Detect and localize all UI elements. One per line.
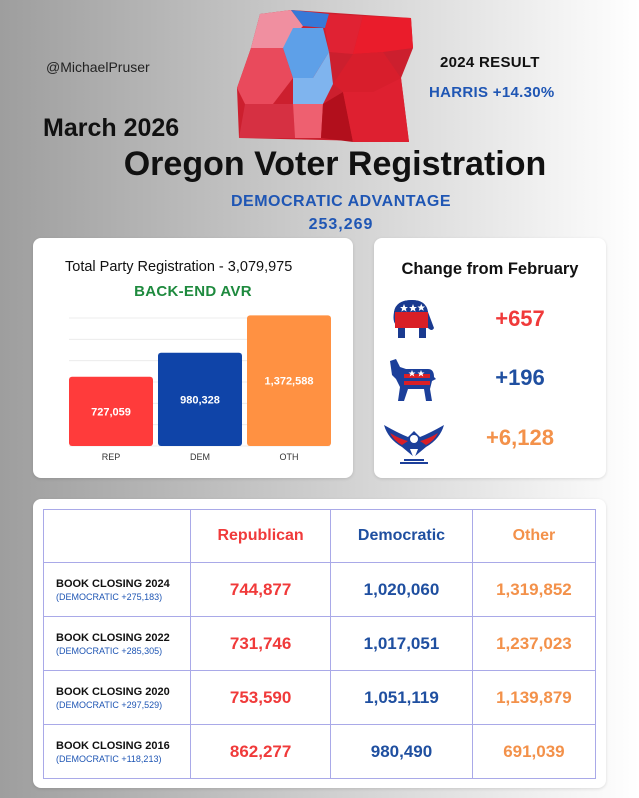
democratic-change-value: +196 — [495, 365, 545, 390]
other-cell: 1,319,852 — [472, 563, 595, 617]
bar-value-label: 980,328 — [180, 394, 220, 407]
table-header-row — [44, 510, 596, 563]
row-label-cell — [44, 563, 191, 617]
page-title: Oregon Voter Registration — [123, 145, 547, 183]
oregon-county-map — [233, 8, 413, 142]
category-label: DEM — [190, 452, 210, 462]
result-label: 2024 RESULT — [440, 54, 540, 71]
table-header-blank — [44, 510, 191, 563]
other-change-value: +6,128 — [486, 425, 554, 450]
change-title: Change from February — [401, 260, 579, 278]
democratic-donkey-icon — [388, 357, 438, 403]
change-row-republican — [374, 296, 606, 346]
advantage-value: 253,269 — [308, 216, 374, 233]
row-label-cell — [44, 617, 191, 671]
header-democratic: Democratic — [331, 510, 473, 563]
chart-subtitle: BACK-END AVR — [134, 283, 252, 300]
republican-elephant-icon — [388, 298, 436, 342]
republican-cell: 731,746 — [191, 617, 331, 671]
other-cell: 1,237,023 — [472, 617, 595, 671]
table-row — [44, 725, 596, 779]
map-county — [239, 104, 295, 138]
row-label: BOOK CLOSING 2020 — [56, 685, 170, 698]
map-county — [353, 16, 413, 54]
row-label: BOOK CLOSING 2024 — [56, 577, 170, 590]
row-label-cell — [44, 725, 191, 779]
bar-value-label: 727,059 — [91, 406, 131, 419]
change-row-democratic — [374, 355, 606, 405]
democratic-cell: 1,051,119 — [331, 671, 473, 725]
bar-value-label: 1,372,588 — [264, 375, 314, 388]
republican-cell: 862,277 — [191, 725, 331, 779]
book-closing-table — [43, 509, 596, 779]
table-row — [44, 617, 596, 671]
category-label: OTH — [279, 452, 299, 462]
eagle-emblem-icon — [382, 417, 446, 465]
democratic-cell: 980,490 — [331, 725, 473, 779]
result-value: HARRIS +14.30% — [429, 84, 555, 101]
republican-cell: 744,877 — [191, 563, 331, 617]
republican-cell: 753,590 — [191, 671, 331, 725]
chart-title: Total Party Registration - 3,079,975 — [65, 259, 293, 275]
row-label: BOOK CLOSING 2016 — [56, 739, 170, 752]
change-card — [374, 238, 606, 478]
header-republican: Republican — [191, 510, 331, 563]
other-cell: 1,139,879 — [472, 671, 595, 725]
row-label-cell — [44, 671, 191, 725]
row-democratic-margin: (DEMOCRATIC +118,213) — [56, 753, 162, 764]
democratic-cell: 1,017,051 — [331, 617, 473, 671]
row-democratic-margin: (DEMOCRATIC +285,305) — [56, 645, 163, 656]
header-other: Other — [472, 510, 595, 563]
category-label: REP — [101, 452, 121, 462]
republican-change-value: +657 — [495, 306, 545, 331]
table-row — [44, 671, 596, 725]
report-date: March 2026 — [43, 114, 180, 142]
author-handle: @MichaelPruser — [46, 59, 150, 75]
row-democratic-margin: (DEMOCRATIC +297,529) — [56, 699, 163, 710]
democratic-cell: 1,020,060 — [331, 563, 473, 617]
registration-chart-card — [33, 238, 353, 478]
change-row-other — [374, 415, 606, 465]
book-closing-table-card — [33, 499, 606, 788]
other-cell: 691,039 — [472, 725, 595, 779]
map-county — [293, 104, 323, 138]
row-label: BOOK CLOSING 2022 — [56, 631, 170, 644]
advantage-label: DEMOCRATIC ADVANTAGE — [230, 193, 452, 210]
row-democratic-margin: (DEMOCRATIC +275,183) — [56, 591, 163, 602]
table-row — [44, 563, 596, 617]
